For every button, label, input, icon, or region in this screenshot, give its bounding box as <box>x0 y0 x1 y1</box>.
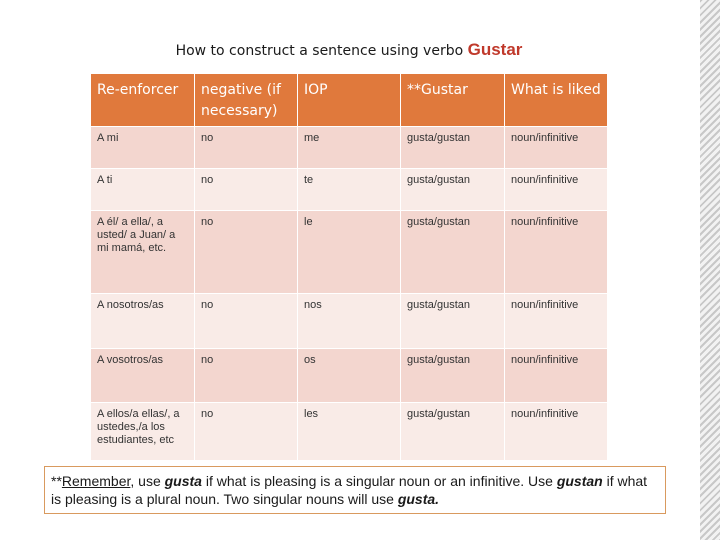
table-cell: A vosotros/as <box>91 349 195 403</box>
table-cell: gusta/gustan <box>401 349 505 403</box>
table-cell: gusta/gustan <box>401 127 505 169</box>
note-remember: Remember <box>61 473 131 489</box>
table-cell: no <box>195 403 298 461</box>
note-gusta: gusta <box>164 473 202 489</box>
title-text: How to construct a sentence using verbo <box>175 43 464 59</box>
title-accent: Gustar <box>467 40 523 59</box>
table-cell: A nosotros/as <box>91 294 195 349</box>
note-text: , use <box>130 473 165 489</box>
note-gusta-end: gusta. <box>397 491 440 507</box>
table-cell: te <box>298 169 401 211</box>
table-cell: gusta/gustan <box>401 211 505 294</box>
table-row <box>91 169 608 211</box>
table-cell: le <box>298 211 401 294</box>
header-cell: IOP <box>298 74 401 127</box>
header-cell: negative (if necessary) <box>195 74 298 127</box>
table-cell: A él/ a ella/, a usted/ a Juan/ a mi mamá, etc. <box>91 211 195 294</box>
page-title <box>0 40 698 60</box>
table-cell: gusta/gustan <box>401 169 505 211</box>
remember-note <box>44 466 666 514</box>
table-cell: os <box>298 349 401 403</box>
note-text: if what is pleasing is a plural noun. Two singular nouns will use <box>51 473 648 507</box>
table-cell: gusta/gustan <box>401 294 505 349</box>
table-cell: no <box>195 169 298 211</box>
table-cell: noun/infinitive <box>505 403 608 461</box>
table-cell: A ti <box>91 169 195 211</box>
table-cell: nos <box>298 294 401 349</box>
table-cell: no <box>195 349 298 403</box>
decorative-edge <box>700 0 720 540</box>
table-cell: gusta/gustan <box>401 403 505 461</box>
table-cell: no <box>195 127 298 169</box>
table-row <box>91 127 608 169</box>
table-cell: me <box>298 127 401 169</box>
table-cell: noun/infinitive <box>505 127 608 169</box>
table-cell: A mi <box>91 127 195 169</box>
table-row <box>91 211 608 294</box>
header-cell: **Gustar <box>401 74 505 127</box>
note-gustan: gustan <box>556 473 603 489</box>
table-cell: noun/infinitive <box>505 294 608 349</box>
table-cell: les <box>298 403 401 461</box>
table-row <box>91 294 608 349</box>
header-cell: What is liked <box>505 74 608 127</box>
table-cell: noun/infinitive <box>505 211 608 294</box>
table-row <box>91 403 608 461</box>
header-cell: Re-enforcer <box>91 74 195 127</box>
note-text: if what is pleasing is a singular noun or an infinitive. Use <box>201 473 557 489</box>
table-row <box>91 349 608 403</box>
header-row <box>91 74 608 127</box>
table-cell: noun/infinitive <box>505 169 608 211</box>
gustar-table <box>90 73 608 461</box>
table-cell: no <box>195 294 298 349</box>
table-cell: noun/infinitive <box>505 349 608 403</box>
note-asterisks: ** <box>51 473 62 489</box>
table-cell: no <box>195 211 298 294</box>
table-cell: A ellos/a ellas/, a ustedes,/a los estudiantes, etc <box>91 403 195 461</box>
